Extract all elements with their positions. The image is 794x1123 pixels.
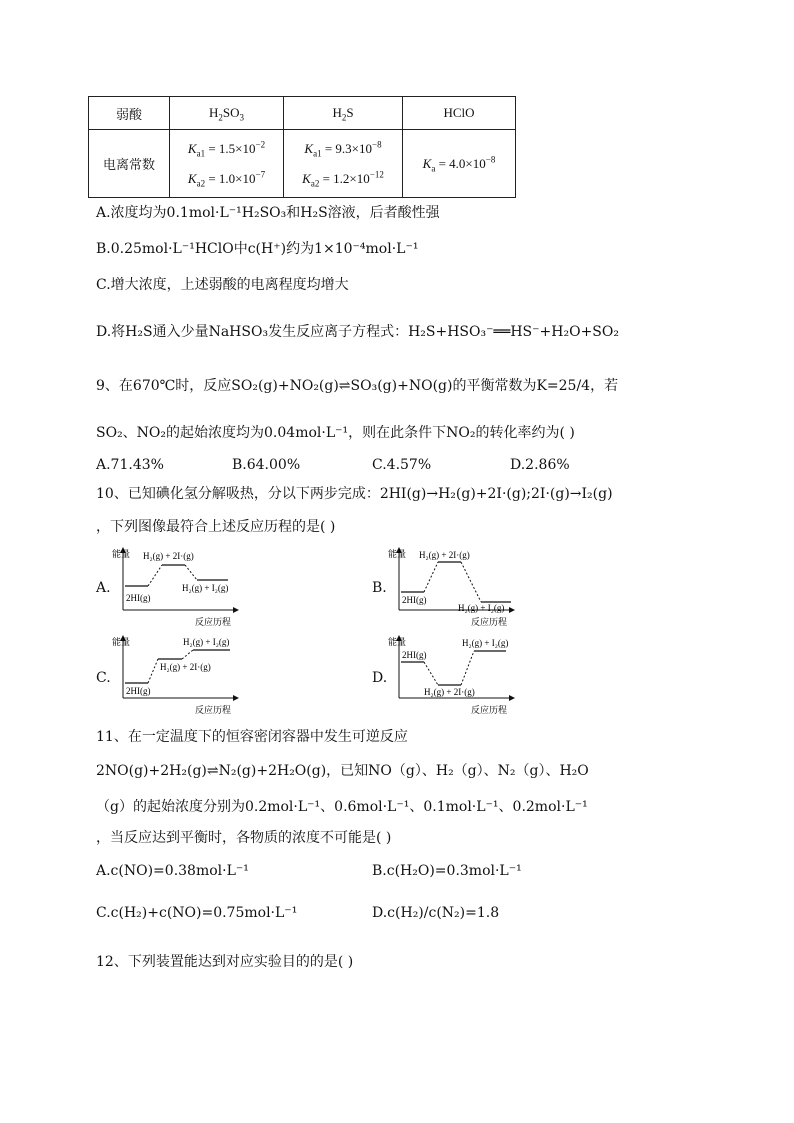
q11-stem-line2: 2NO(g)+2H₂(g)⇌N₂(g)+2H₂O(g)，已知NO（g）、H₂（g）、N₂（g）、H₂O	[96, 763, 589, 779]
ka2-h2s: $K_{a2} = 1.2\times 10^{-12}$	[302, 169, 384, 189]
q9-option-a: A.71.43%	[96, 457, 164, 473]
species-h2-i2: H₂(g) + I₂(g)	[183, 637, 230, 647]
species-h2-2i: H₂(g) + 2I·(g)	[160, 662, 211, 672]
q9-option-c: C.4.57%	[372, 457, 432, 473]
x-axis-label: 反应历程	[195, 617, 232, 627]
q9-stem-line1: 9、在670℃时，反应SO₂(g)+NO₂(g)⇌SO₃(g)+NO(g)的平衡常数为K=25/4，若	[96, 378, 619, 394]
ionization-constant-table	[88, 96, 516, 198]
q11-option-a: A.c(NO)=0.38mol·L⁻¹	[96, 863, 249, 879]
table-cell-h2s	[284, 130, 403, 198]
species-h2-2i: H₂(g) + 2I·(g)	[419, 550, 470, 560]
species-2hi: 2HI(g)	[402, 595, 427, 605]
species-2hi: 2HI(g)	[402, 650, 427, 660]
table-cell-hclo	[403, 130, 516, 198]
y-axis-label: 能量	[112, 549, 131, 559]
graph-c-label: C.	[96, 670, 111, 686]
energy-diagram-c	[110, 633, 250, 718]
graph-d-label: D.	[372, 670, 388, 686]
ka-hclo: $K_a = 4.0\times 10^{-8}$	[422, 154, 496, 174]
ka2-h2so3: $K_{a2} = 1.0\times 10^{-7}$	[187, 169, 266, 189]
q9-stem-line2: SO₂、NO₂的起始浓度均为0.04mol·L⁻¹，则在此条件下NO₂的转化率约为( )	[96, 425, 575, 441]
q11-stem-line1: 11、在一定温度下的恒容密闭容器中发生可逆反应	[96, 729, 408, 745]
species-h2-i2: H₂(g) + I₂(g)	[462, 638, 509, 648]
q11-option-b: B.c(H₂O)=0.3mol·L⁻¹	[372, 863, 522, 879]
species-2hi: 2HI(g)	[126, 593, 151, 603]
table-row-label: 电离常数	[89, 130, 170, 198]
q8-option-d: D.将H₂S通入少量NaHSO₃发生反应离子方程式：H₂S+HSO₃⁻══HS⁻+H₂O+SO₂	[96, 324, 619, 340]
y-axis-label: 能量	[388, 637, 407, 647]
q11-option-d: D.c(H₂)/c(N₂)=1.8	[372, 905, 500, 921]
ka1-h2s: $K_{a1} = 9.3\times 10^{-8}$	[304, 139, 382, 159]
species-2hi: 2HI(g)	[126, 686, 151, 696]
q10-stem-line2: ，下列图像最符合上述反应历程的是( )	[96, 519, 336, 535]
energy-diagram-a	[110, 545, 250, 630]
x-axis-label: 反应历程	[471, 705, 508, 715]
table-header-h2so3: $H_2SO_3$	[170, 97, 284, 130]
energy-diagram-d	[386, 633, 526, 718]
x-axis-label: 反应历程	[195, 705, 232, 715]
q9-option-b: B.64.00%	[232, 457, 301, 473]
y-axis-label: 能量	[112, 637, 131, 647]
graph-b-label: B.	[372, 580, 387, 596]
species-h2-2i: H₂(g) + 2I·(g)	[424, 687, 475, 697]
species-h2-i2: H₂(g) + I₂(g)	[458, 603, 505, 613]
table-header-h2s: $H_2S$	[284, 97, 403, 130]
species-h2-i2: H₂(g) + I₂(g)	[182, 583, 229, 593]
q10-stem-line1: 10、已知碘化氢分解吸热，分以下两步完成：2HI(g)→H₂(g)+2I·(g);2I·(g)→I₂(g)	[96, 486, 613, 502]
species-h2-2i: H₂(g) + 2I·(g)	[143, 551, 194, 561]
ka1-h2so3: $K_{a1} = 1.5\times 10^{-2}$	[187, 139, 266, 159]
graph-a-label: A.	[96, 580, 111, 596]
energy-diagram-b	[386, 545, 526, 630]
q8-option-a: A.浓度均为0.1mol·L⁻¹H₂SO₃和H₂S溶液，后者酸性强	[96, 205, 440, 221]
q9-option-d: D.2.86%	[510, 457, 570, 473]
table-header-acid: 弱酸	[89, 97, 170, 130]
q8-option-c: C.增大浓度，上述弱酸的电离程度均增大	[96, 277, 349, 293]
q12-stem: 12、下列装置能达到对应实验目的的是( )	[96, 954, 354, 970]
table-cell-h2so3	[170, 130, 284, 198]
q11-option-c: C.c(H₂)+c(NO)=0.75mol·L⁻¹	[96, 905, 298, 921]
q11-stem-line3: （g）的起始浓度分别为0.2mol·L⁻¹、0.6mol·L⁻¹、0.1mol·L⁻¹、0.2mol·L⁻¹	[96, 799, 588, 815]
q11-stem-line4: ，当反应达到平衡时，各物质的浓度不可能是( )	[96, 830, 392, 846]
y-axis-label: 能量	[388, 549, 407, 559]
x-axis-label: 反应历程	[471, 617, 508, 627]
q8-option-b: B.0.25mol·L⁻¹HClO中c(H⁺)约为1×10⁻⁴mol·L⁻¹	[96, 241, 419, 257]
table-header-hclo: HClO	[403, 97, 516, 130]
